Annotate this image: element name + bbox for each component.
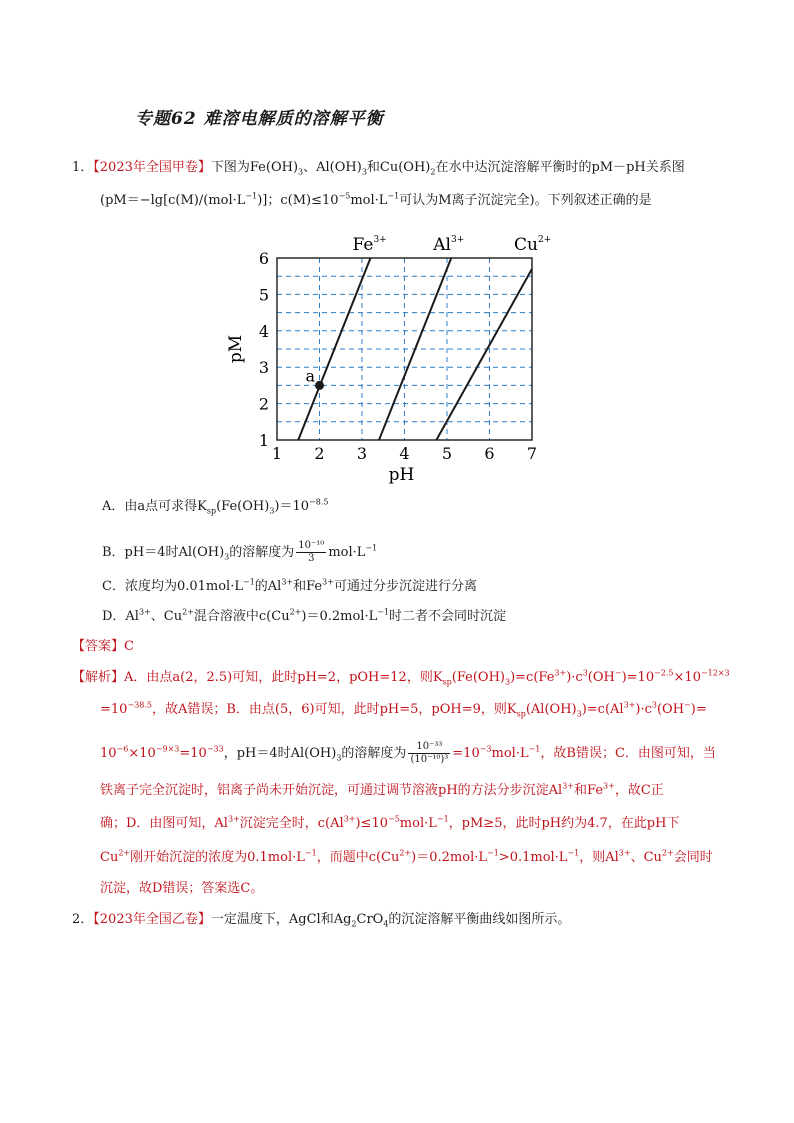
analysis-line-5: 确；D．由图可知，$Al^{3+}$沉淀完全时，$c(Al^{3+})\le 10^{-5}mol\cdot L^{-1}$，pM≥5，此时pH约为4.7，在此pH下 [100,814,680,831]
x-tick-label: 6 [484,444,495,463]
analysis-line-1: 【解析】A．由点a(2，2.5)可知，此时pH=2，pOH=12，则$K_{sp}(Fe(OH)_3)=c(Fe^{3+})\cdot c^3(OH^-)=10^{-2.5}\times 10^{-12\times 3}$ [72,668,730,687]
chart-grid [277,258,532,440]
analysis-line-7: 沉淀，故D错误；答案选C。 [100,881,264,896]
y-tick-label: 5 [258,285,269,305]
option-d[interactable]: D．$Al^{3+}$、$Cu^{2+}$混合溶液中$c(Cu^{2+})=0.2mol\cdot L^{-1}$时二者不会同时沉淀 [102,607,507,624]
x-tick-label: 5 [441,444,453,463]
x-tick-label: 2 [314,444,325,463]
fraction: $\frac{\text{10⁻¹⁰}}{3}$ [298,540,325,564]
fraction: $\frac{\text{10⁻³³}}{\text{(10⁻¹⁰)³}}$ [410,741,449,765]
question-number: 2． [72,912,94,927]
y-tick-label: 6 [258,249,269,268]
point-a [315,381,324,390]
x-tick-label: 1 [271,444,283,463]
answer: 【答案】C [72,639,134,654]
option-a[interactable]: A．由a点可求得$K_{sp}(Fe(OH)_3)=10^{-8.5}$ [102,497,329,516]
chart-ticks [259,249,537,463]
answer-value: C [124,639,134,654]
question-source: 【2023年全国乙卷】 [93,912,211,927]
x-tick-label: 3 [356,444,368,463]
x-axis-label: pH [388,465,415,485]
series-label-Fe3+: $Fe^{3+}$ [352,235,387,255]
series-label-Al3+: $Al^{3+}$ [433,235,465,255]
analysis-line-3: $10^{-6}\times 10^{-9\times 3}=10^{-33}$，pH＝4时$Al(OH)_3$的溶解度为 $\frac{\text{10⁻³³}}{\text{(10⁻¹⁰)³}}$ $=10^{-3}mol\cdot L^{-1}$，故B错误；C．由图可知，当 [100,741,716,765]
pm-ph-chart [215,228,595,488]
analysis-line-6: $Cu^{2+}$刚开始沉淀的浓度为$0.1mol\cdot L^{-1}$，而题中$c(Cu^{2+})=0.2mol\cdot L^{-1}>0.1mol\cdot L^{-1}$，则$Al^{3+}$、$Cu^{2+}$会同时 [100,848,713,865]
chart-series [298,235,551,440]
analysis-line-2: $=10^{-38.5}$，故A错误；B．由点(5，6)可知，此时pH=5，pOH=9，则$K_{sp}(Al(OH)_3)=c(Al^{3+})\cdot c^3(OH^-)=$ [100,700,707,719]
y-tick-label: 3 [258,358,269,378]
page-title: 专题62 难溶电解质的溶解平衡 [135,109,384,129]
question-2-stem: 2．【2023年全国乙卷】一定温度下，AgCl和$Ag_2CrO_4$的沉淀溶解平衡曲线如图所示。 [72,912,571,929]
question-1-stem-line-2: ($pM=-\lg[c(M)/(mol\cdot L^{-1})]$；$c(M)\le 10^{-5}mol\cdot L^{-1}$可认为M离子沉淀完全)。下列叙述正确的是 [100,191,652,208]
question-number: 1． [72,160,94,175]
option-c[interactable]: C．浓度均为$0.01mol\cdot L^{-1}$的$Al^{3+}$和$Fe^{3+}$可通过分步沉淀进行分离 [102,577,477,594]
question-1-stem-line-1: 1．【2023年全国甲卷】下图为$Fe(OH)_3$、$Al(OH)_3$和$Cu(OH)_2$在水中达沉淀溶解平衡时的pM－pH关系图 [72,160,685,177]
series-label-Cu2+: $Cu^{2+}$ [514,235,552,255]
y-axis-label: pM [226,334,246,364]
x-tick-label: 7 [526,444,538,463]
analysis-line-4: 铁离子完全沉淀时，铝离子尚未开始沉淀，可通过调节溶液pH的方法分步沉淀$Al^{3+}$和$Fe^{3+}$，故C正 [100,781,664,798]
y-tick-label: 2 [258,394,269,414]
x-tick-label: 4 [399,444,410,463]
point-a-label: a [305,366,316,386]
y-tick-label: 1 [258,431,269,450]
y-tick-label: 4 [258,321,269,341]
option-b[interactable]: B．pH＝4时$Al(OH)_3$的溶解度为 $\frac{\text{10⁻¹⁰}}{3}$ $mol\cdot L^{-1}$ [102,540,378,564]
question-source: 【2023年全国甲卷】 [93,160,211,175]
